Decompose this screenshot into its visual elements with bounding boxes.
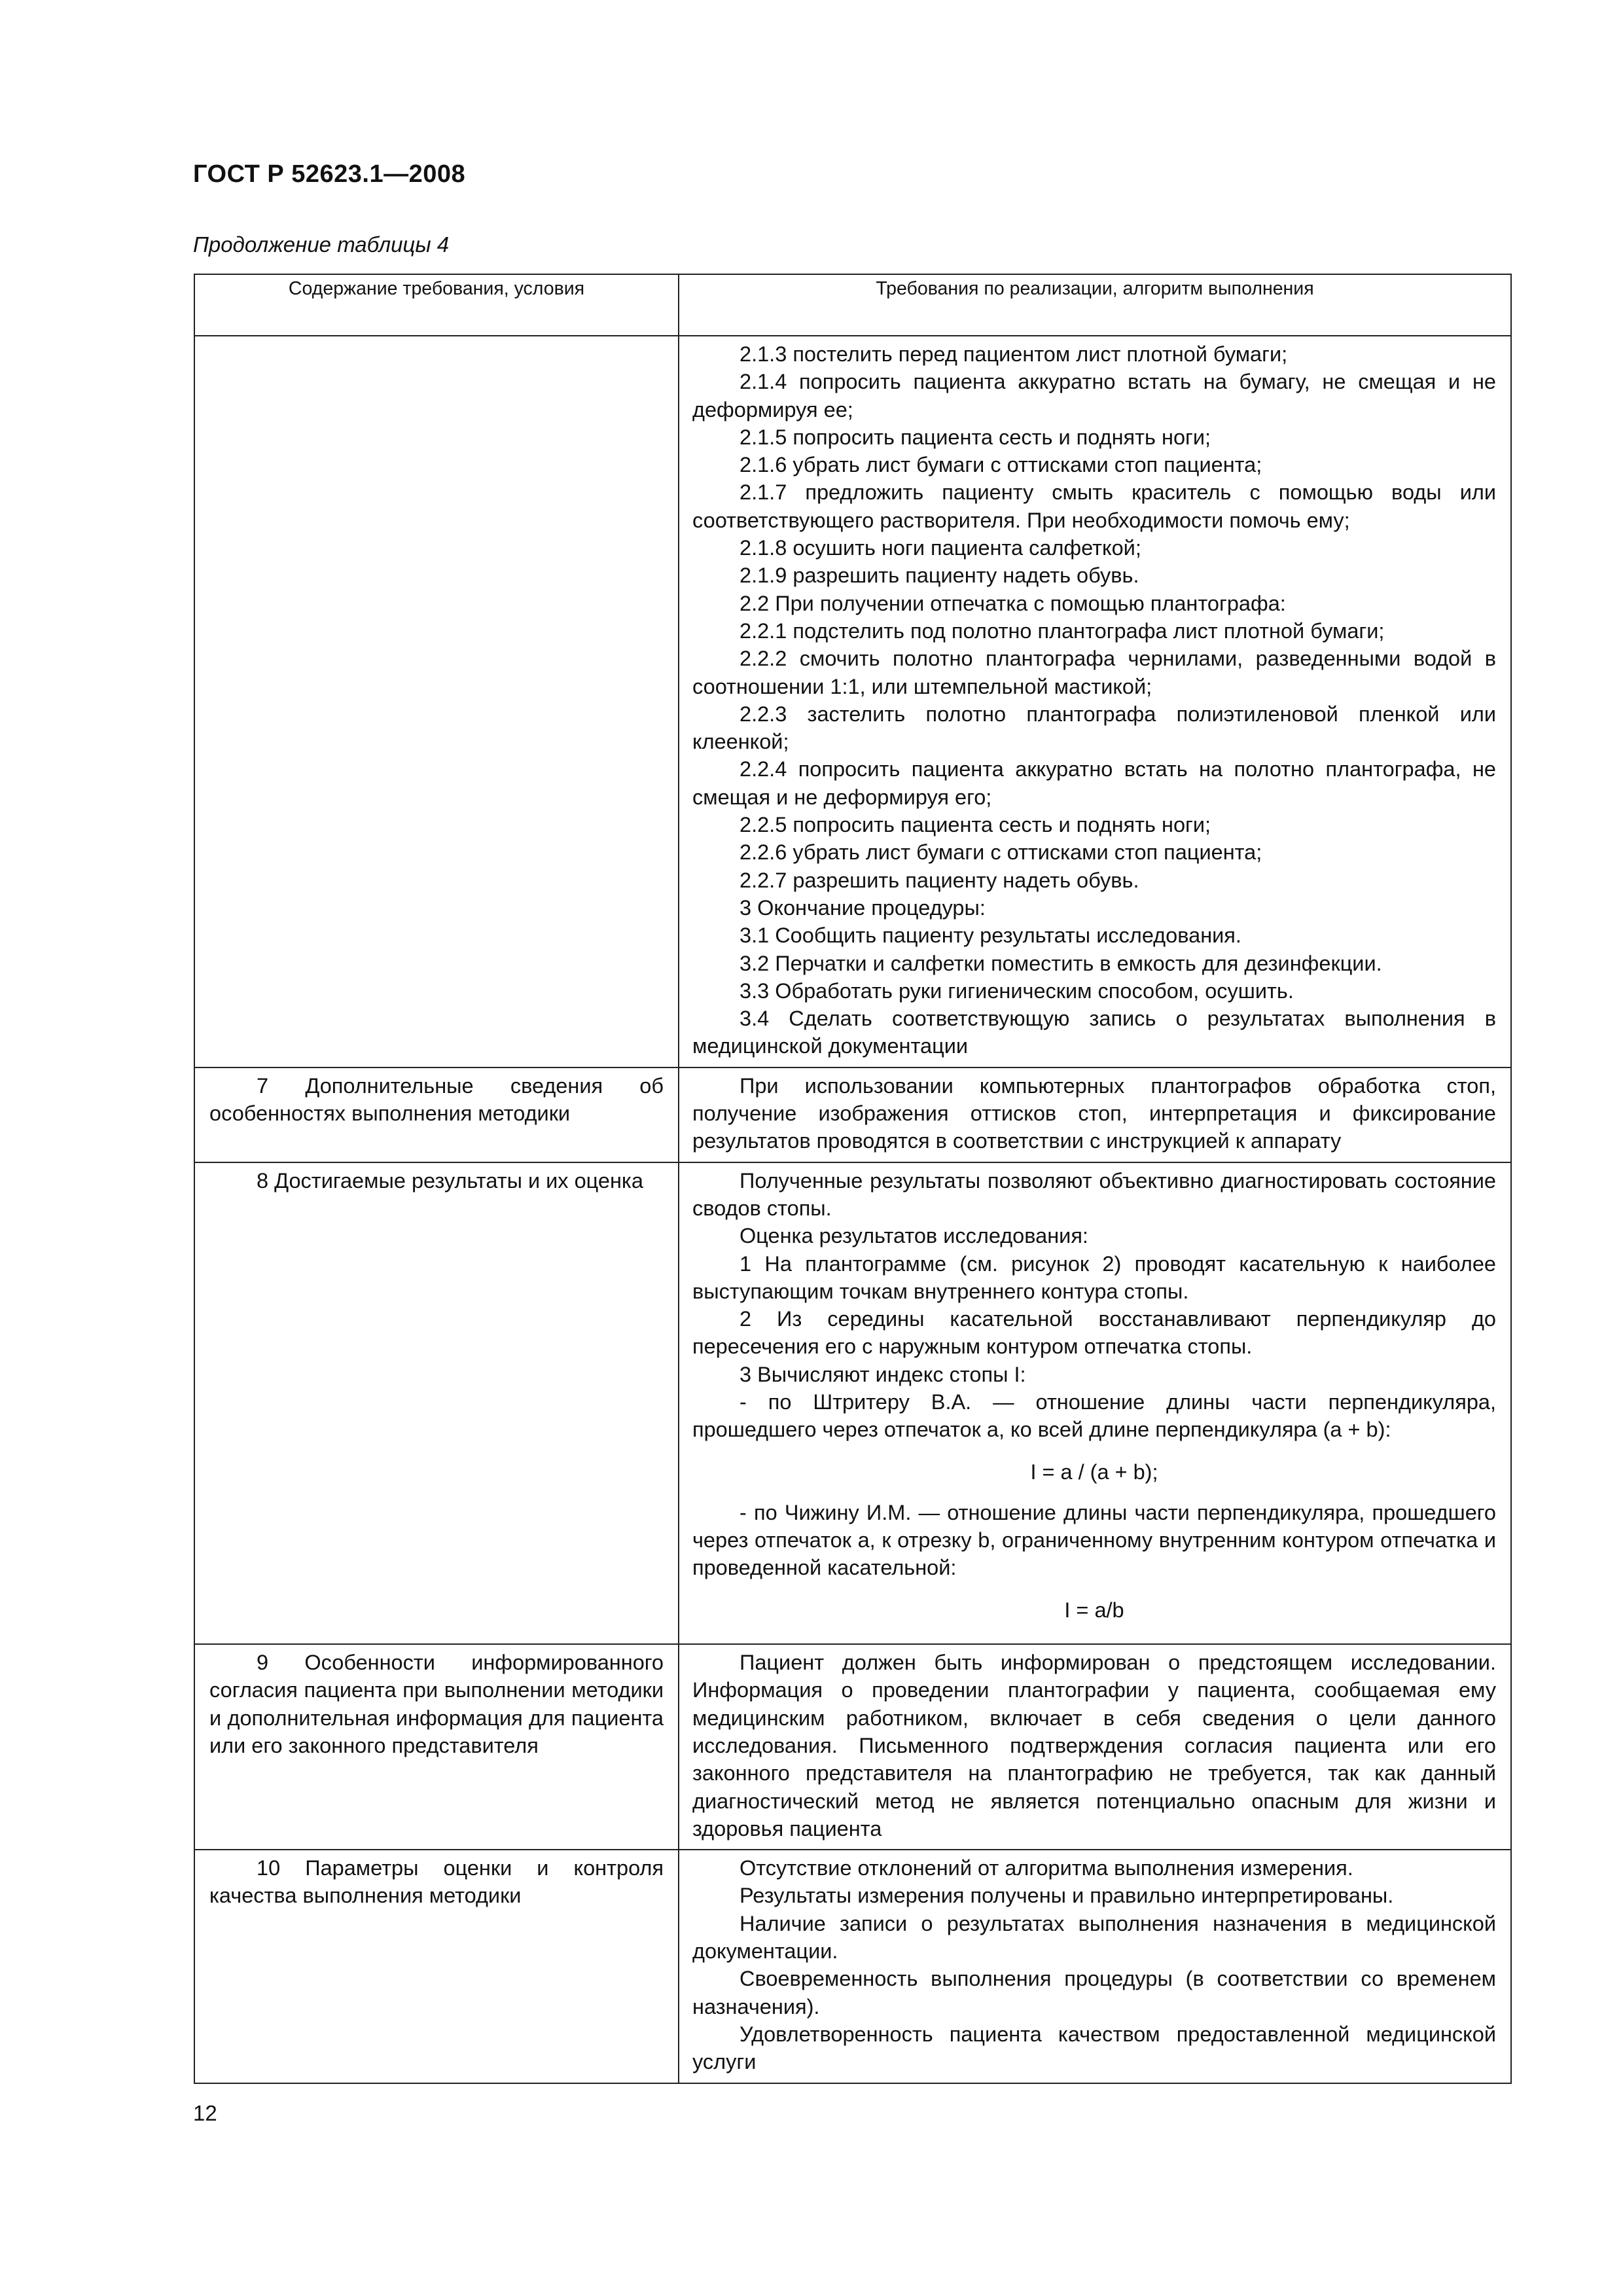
list-item: 3.4 Сделать соответствующую запись о результатах выполнения в медицинской документации [692, 1007, 1496, 1058]
list-item: 1 На плантограмме (см. рисунок 2) проводят касательную к наиболее выступающим точкам внутреннего контура стопы. [692, 1251, 1496, 1303]
table-row-10 [194, 1850, 1511, 2083]
requirements-table [194, 274, 1512, 2084]
list-item: 2.2.6 убрать лист бумаги с оттисками стоп пациента; [740, 840, 1262, 865]
page-number: 12 [193, 2101, 217, 2125]
list-item: - по Чижину И.М. — отношение длины части перпендикуляра, прошедшего через отпечаток а, к отрезку b, ограниченному внутренним контуром отпечатка и проведенной касательной: [692, 1500, 1496, 1580]
table-row-7 [194, 1067, 1511, 1162]
algorithm-text: При использовании компьютерных плантографов обработка стоп, получение изображения оттисков стоп, интерпретация и фиксирование результатов проводятся в соответствии с инструкцией к аппарату [692, 1073, 1496, 1153]
formula-chizhin: I = a/b [1064, 1598, 1124, 1622]
table-row-8 [194, 1162, 1511, 1644]
requirement-cell [194, 1644, 679, 1850]
algorithm-text: Пациент должен быть информирован о предстоящем исследовании. Информация о проведении плантографии у пациента, сообщаемая ему медицинским работником, включает в себя сведения о цели данного исследования. Письменного подтверждения согласия пациента или его законного представителя на плантографию не требуется, так как данный диагностический метод не является потенциально опасным для жизни и здоровья пациента [692, 1651, 1496, 1840]
list-item: 2.2.3 застелить полотно плантографа полиэтиленовой пленкой или клеенкой; [692, 702, 1496, 754]
list-item: Отсутствие отклонений от алгоритма выполнения измерения. [740, 1856, 1353, 1880]
list-item: 2.1.9 разрешить пациенту надеть обувь. [740, 564, 1139, 588]
algorithm-cell [679, 1067, 1511, 1162]
list-item: 3.2 Перчатки и салфетки поместить в емкость для дезинфекции. [740, 951, 1382, 975]
list-item: 2.1.8 осушить ноги пациента салфеткой; [740, 536, 1141, 560]
list-item: 2.2.5 попросить пациента сесть и поднять ноги; [740, 813, 1211, 837]
requirement-text: 8 Достигаемые результаты и их оценка [257, 1168, 643, 1193]
list-item: 2.2.4 попросить пациента аккуратно встать на полотно плантографа, не смещая и не деформируя его; [692, 757, 1496, 809]
list-item: 2 Из середины касательной восстанавливают перпендикуляр до пересечения его с наружным контуром отпечатка стопы. [692, 1307, 1496, 1359]
requirement-cell [194, 1162, 679, 1644]
formula-shtriter: I = a / (a + b); [1030, 1460, 1158, 1484]
column-header-algorithm: Требования по реализации, алгоритм выполнения [679, 274, 1511, 336]
list-item: Наличие записи о результатах выполнения назначения в медицинской документации. [692, 1911, 1496, 1964]
algorithm-cell [679, 1162, 1511, 1644]
list-item: 3.3 Обработать руки гигиеническим способом, осушить. [740, 978, 1294, 1003]
list-item: Удовлетворенность пациента качеством предоставленной медицинской услуги [692, 2022, 1496, 2074]
requirement-cell [194, 1067, 679, 1162]
list-item: Результаты измерения получены и правильно интерпретированы. [740, 1884, 1394, 1908]
empty-cell [194, 336, 679, 1067]
list-item: Полученные результаты позволяют объективно диагностировать состояние сводов стопы. [692, 1168, 1496, 1220]
document-code-header: ГОСТ Р 52623.1—2008 [193, 160, 466, 188]
list-item: 3 Вычисляют индекс стопы I: [740, 1362, 1026, 1386]
list-item: 2.1.4 попросить пациента аккуратно встать на бумагу, не смещая и не деформируя ее; [692, 370, 1496, 422]
requirement-cell [194, 1850, 679, 2083]
table-header-row [194, 274, 1511, 336]
list-item: 2.1.5 попросить пациента сесть и поднять ноги; [740, 425, 1211, 449]
list-item: 3 Окончание процедуры: [740, 895, 986, 920]
list-item: 2.1.7 предложить пациенту смыть краситель с помощью воды или соответствующего растворителя. При необходимости помочь ему; [692, 480, 1496, 532]
list-item: 3.1 Сообщить пациенту результаты исследования. [740, 924, 1241, 948]
table-continuation-caption: Продолжение таблицы 4 [193, 232, 450, 257]
list-item: 2.2.1 подстелить под полотно плантографа лист плотной бумаги; [740, 619, 1385, 643]
list-item: 2.2.2 смочить полотно плантографа чернилами, разведенными водой в соотношении 1:1, или штемпельной мастикой; [692, 647, 1496, 698]
algorithm-cell [679, 1850, 1511, 2083]
list-item: 2.2.7 разрешить пациенту надеть обувь. [740, 868, 1139, 892]
table-row-9 [194, 1644, 1511, 1850]
requirement-text: 9 Особенности информированного согласия пациента при выполнении методики и дополнительная информация для пациента или его законного представителя [209, 1651, 664, 1757]
requirement-text: 7 Дополнительные сведения об особенностях выполнения методики [209, 1073, 664, 1126]
list-item: 2.2 При получении отпечатка с помощью плантографа: [740, 591, 1286, 615]
column-header-conditions: Содержание требования, условия [194, 274, 679, 336]
table-row-continuation [194, 336, 1511, 1067]
list-item: Своевременность выполнения процедуры (в соответствии со временем назначения). [692, 1967, 1496, 2018]
algorithm-cell [679, 1644, 1511, 1850]
list-item: Оценка результатов исследования: [740, 1224, 1088, 1248]
list-item: 2.1.6 убрать лист бумаги с оттисками стоп пациента; [740, 453, 1262, 477]
list-item: - по Штритеру В.А. — отношение длины части перпендикуляра, прошедшего через отпечаток а, ко всей длине перпендикуляра (а + b): [692, 1390, 1496, 1442]
requirement-text: 10 Параметры оценки и контроля качества выполнения методики [209, 1856, 664, 1908]
algorithm-steps-cell [679, 336, 1511, 1067]
list-item: 2.1.3 постелить перед пациентом лист плотной бумаги; [740, 342, 1288, 366]
